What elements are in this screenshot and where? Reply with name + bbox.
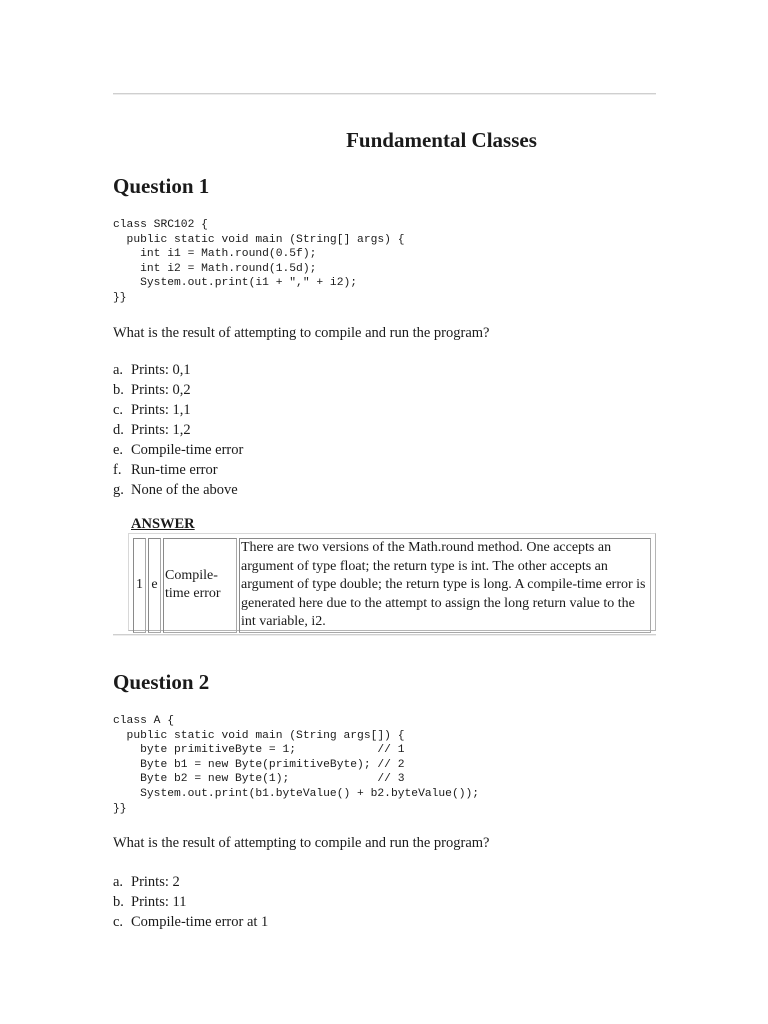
answer-table-frame: [128, 533, 656, 631]
option-letter: c.: [113, 914, 124, 930]
answer-number: 1: [133, 538, 146, 633]
answer-row: [133, 538, 651, 633]
question-1-code: class SRC102 { public static void main (String[] args) { int i1 = Math.round(0.5f); int i2 = Math.round(1.5d); System.out.print(i1 + "," + i2); }}: [113, 219, 405, 304]
option-letter: a.: [113, 874, 124, 890]
answer-letter: e: [148, 538, 161, 633]
answer-table: [131, 536, 653, 635]
answer-explanation: There are two versions of the Math.round method. One accepts an argument of type float; the return type is int. The other accepts an argument of type double; the return type is long. A compile-time error is generated here due to the attempt to assign the long return value to the int variable, i2.: [239, 538, 651, 633]
option-text: Run-time error: [131, 462, 218, 478]
question-1-prompt: What is the result of attempting to compile and run the program?: [113, 325, 490, 341]
option-text: None of the above: [131, 482, 238, 498]
question-1-heading: Question 1: [113, 174, 210, 198]
option-letter: d.: [113, 422, 124, 438]
option-letter: a.: [113, 362, 124, 378]
option-text: Compile-time error: [131, 442, 244, 458]
option-text: Prints: 11: [131, 894, 187, 910]
answer-label: ANSWER: [131, 516, 195, 532]
top-divider: [113, 93, 656, 95]
option-text: Prints: 0,1: [131, 362, 191, 378]
question-2-heading: Question 2: [113, 670, 210, 694]
option-letter: e.: [113, 442, 124, 458]
option-letter: b.: [113, 894, 124, 910]
answer-summary: Compile-time error: [163, 538, 237, 633]
option-text: Prints: 2: [131, 874, 180, 890]
option-text: Prints: 1,2: [131, 422, 191, 438]
option-letter: f.: [113, 462, 122, 478]
answer-divider: [113, 634, 656, 636]
option-text: Prints: 1,1: [131, 402, 191, 418]
option-text: Compile-time error at 1: [131, 914, 269, 930]
document-title: Fundamental Classes: [346, 128, 537, 152]
option-text: Prints: 0,2: [131, 382, 191, 398]
question-2-prompt: What is the result of attempting to compile and run the program?: [113, 835, 490, 851]
question-2-code: class A { public static void main (String args[]) { byte primitiveByte = 1; // 1 Byte b1 = new Byte(primitiveByte); // 2 Byte b2 = new Byte(1); // 3 System.out.print(b1.byteValue() + b2.byteValue()); }}: [113, 715, 480, 815]
option-letter: b.: [113, 382, 124, 398]
option-letter: c.: [113, 402, 124, 418]
option-letter: g.: [113, 482, 124, 498]
